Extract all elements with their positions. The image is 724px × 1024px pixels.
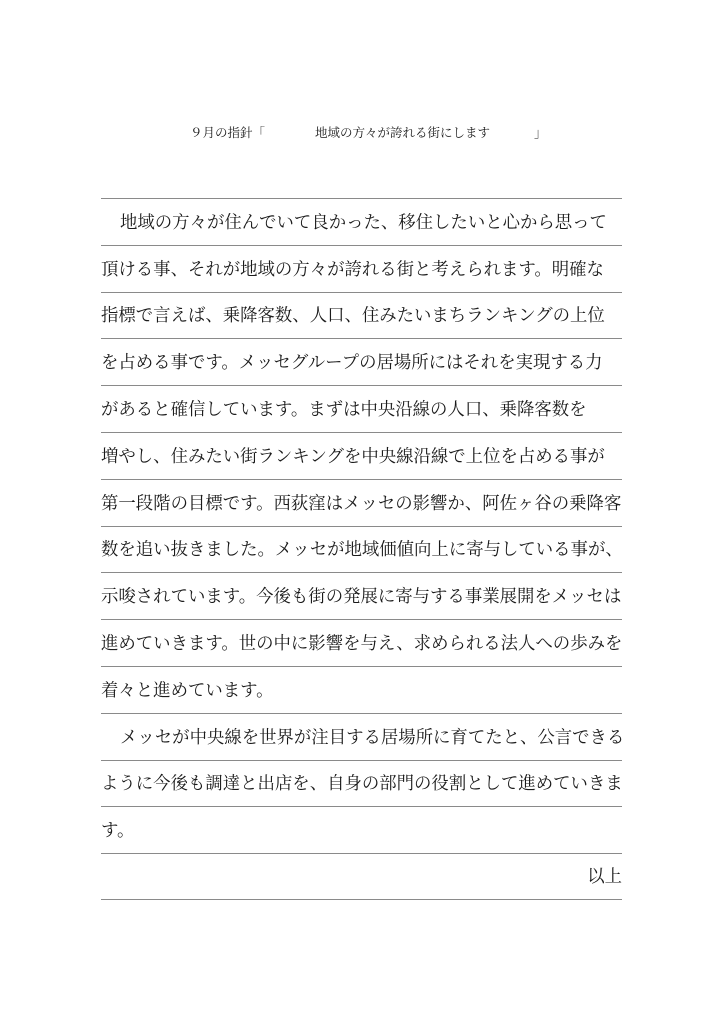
body-line: す。 [101, 821, 135, 842]
page-header [0, 124, 724, 142]
header-motto: 地域の方々が誇れる街にします [315, 125, 491, 140]
ruled-line [101, 572, 622, 619]
body-line: を占める事です。メッセグループの居場所にはそれを実現する力 [101, 353, 603, 374]
body-line: 地域の方々が住んでいて良かった、移住したいと心から思って [120, 212, 607, 233]
body-line: 着々と進めています。 [101, 680, 274, 701]
ruled-line [101, 806, 622, 853]
body-line: メッセが中央線を世界が注目する居場所に育てたと、公言できる [120, 727, 625, 748]
ruled-line [101, 760, 622, 807]
body-line: があると確信しています。まずは中央沿線の人口、乗降客数を [101, 399, 587, 420]
body-line: 指標で言えば、乗降客数、人口、住みたいまちランキングの上位 [101, 306, 605, 327]
ruled-line [101, 853, 622, 900]
ruled-text-body [101, 198, 625, 900]
ruled-line [101, 526, 622, 573]
body-line: 示唆されています。今後も街の発展に寄与する事業展開をメッセは [101, 587, 622, 608]
ruled-line [101, 385, 622, 432]
ruled-line [101, 619, 622, 666]
body-line: 進めていきます。世の中に影響を与え、求められる法人への歩みを [101, 633, 623, 654]
ruled-line [101, 198, 622, 245]
body-line: 第一段階の目標です。西荻窪はメッセの影響か、阿佐ヶ谷の乗降客 [101, 493, 622, 514]
ruled-line [101, 432, 622, 479]
ruled-line [101, 338, 622, 385]
ruled-line [101, 479, 622, 526]
header-prefix: ９月の指針「 [190, 125, 266, 140]
body-line: 頂ける事、それが地域の方々が誇れる街と考えられます。明確な [101, 259, 604, 280]
body-line: ように今後も調達と出店を、自身の部門の役割として進めていきま [101, 774, 623, 795]
body-line: 数を追い抜きました。メッセが地域価値向上に寄与している事が、 [101, 540, 623, 561]
ruled-line [101, 245, 622, 292]
ruled-line [101, 292, 622, 339]
ruled-line [101, 666, 622, 713]
closing-remark: 以上 [587, 866, 622, 887]
header-close-bracket: 」 [534, 125, 547, 140]
body-line: 増やし、住みたい街ランキングを中央線沿線で上位を占める事が [101, 446, 605, 467]
ruled-line [101, 713, 625, 760]
